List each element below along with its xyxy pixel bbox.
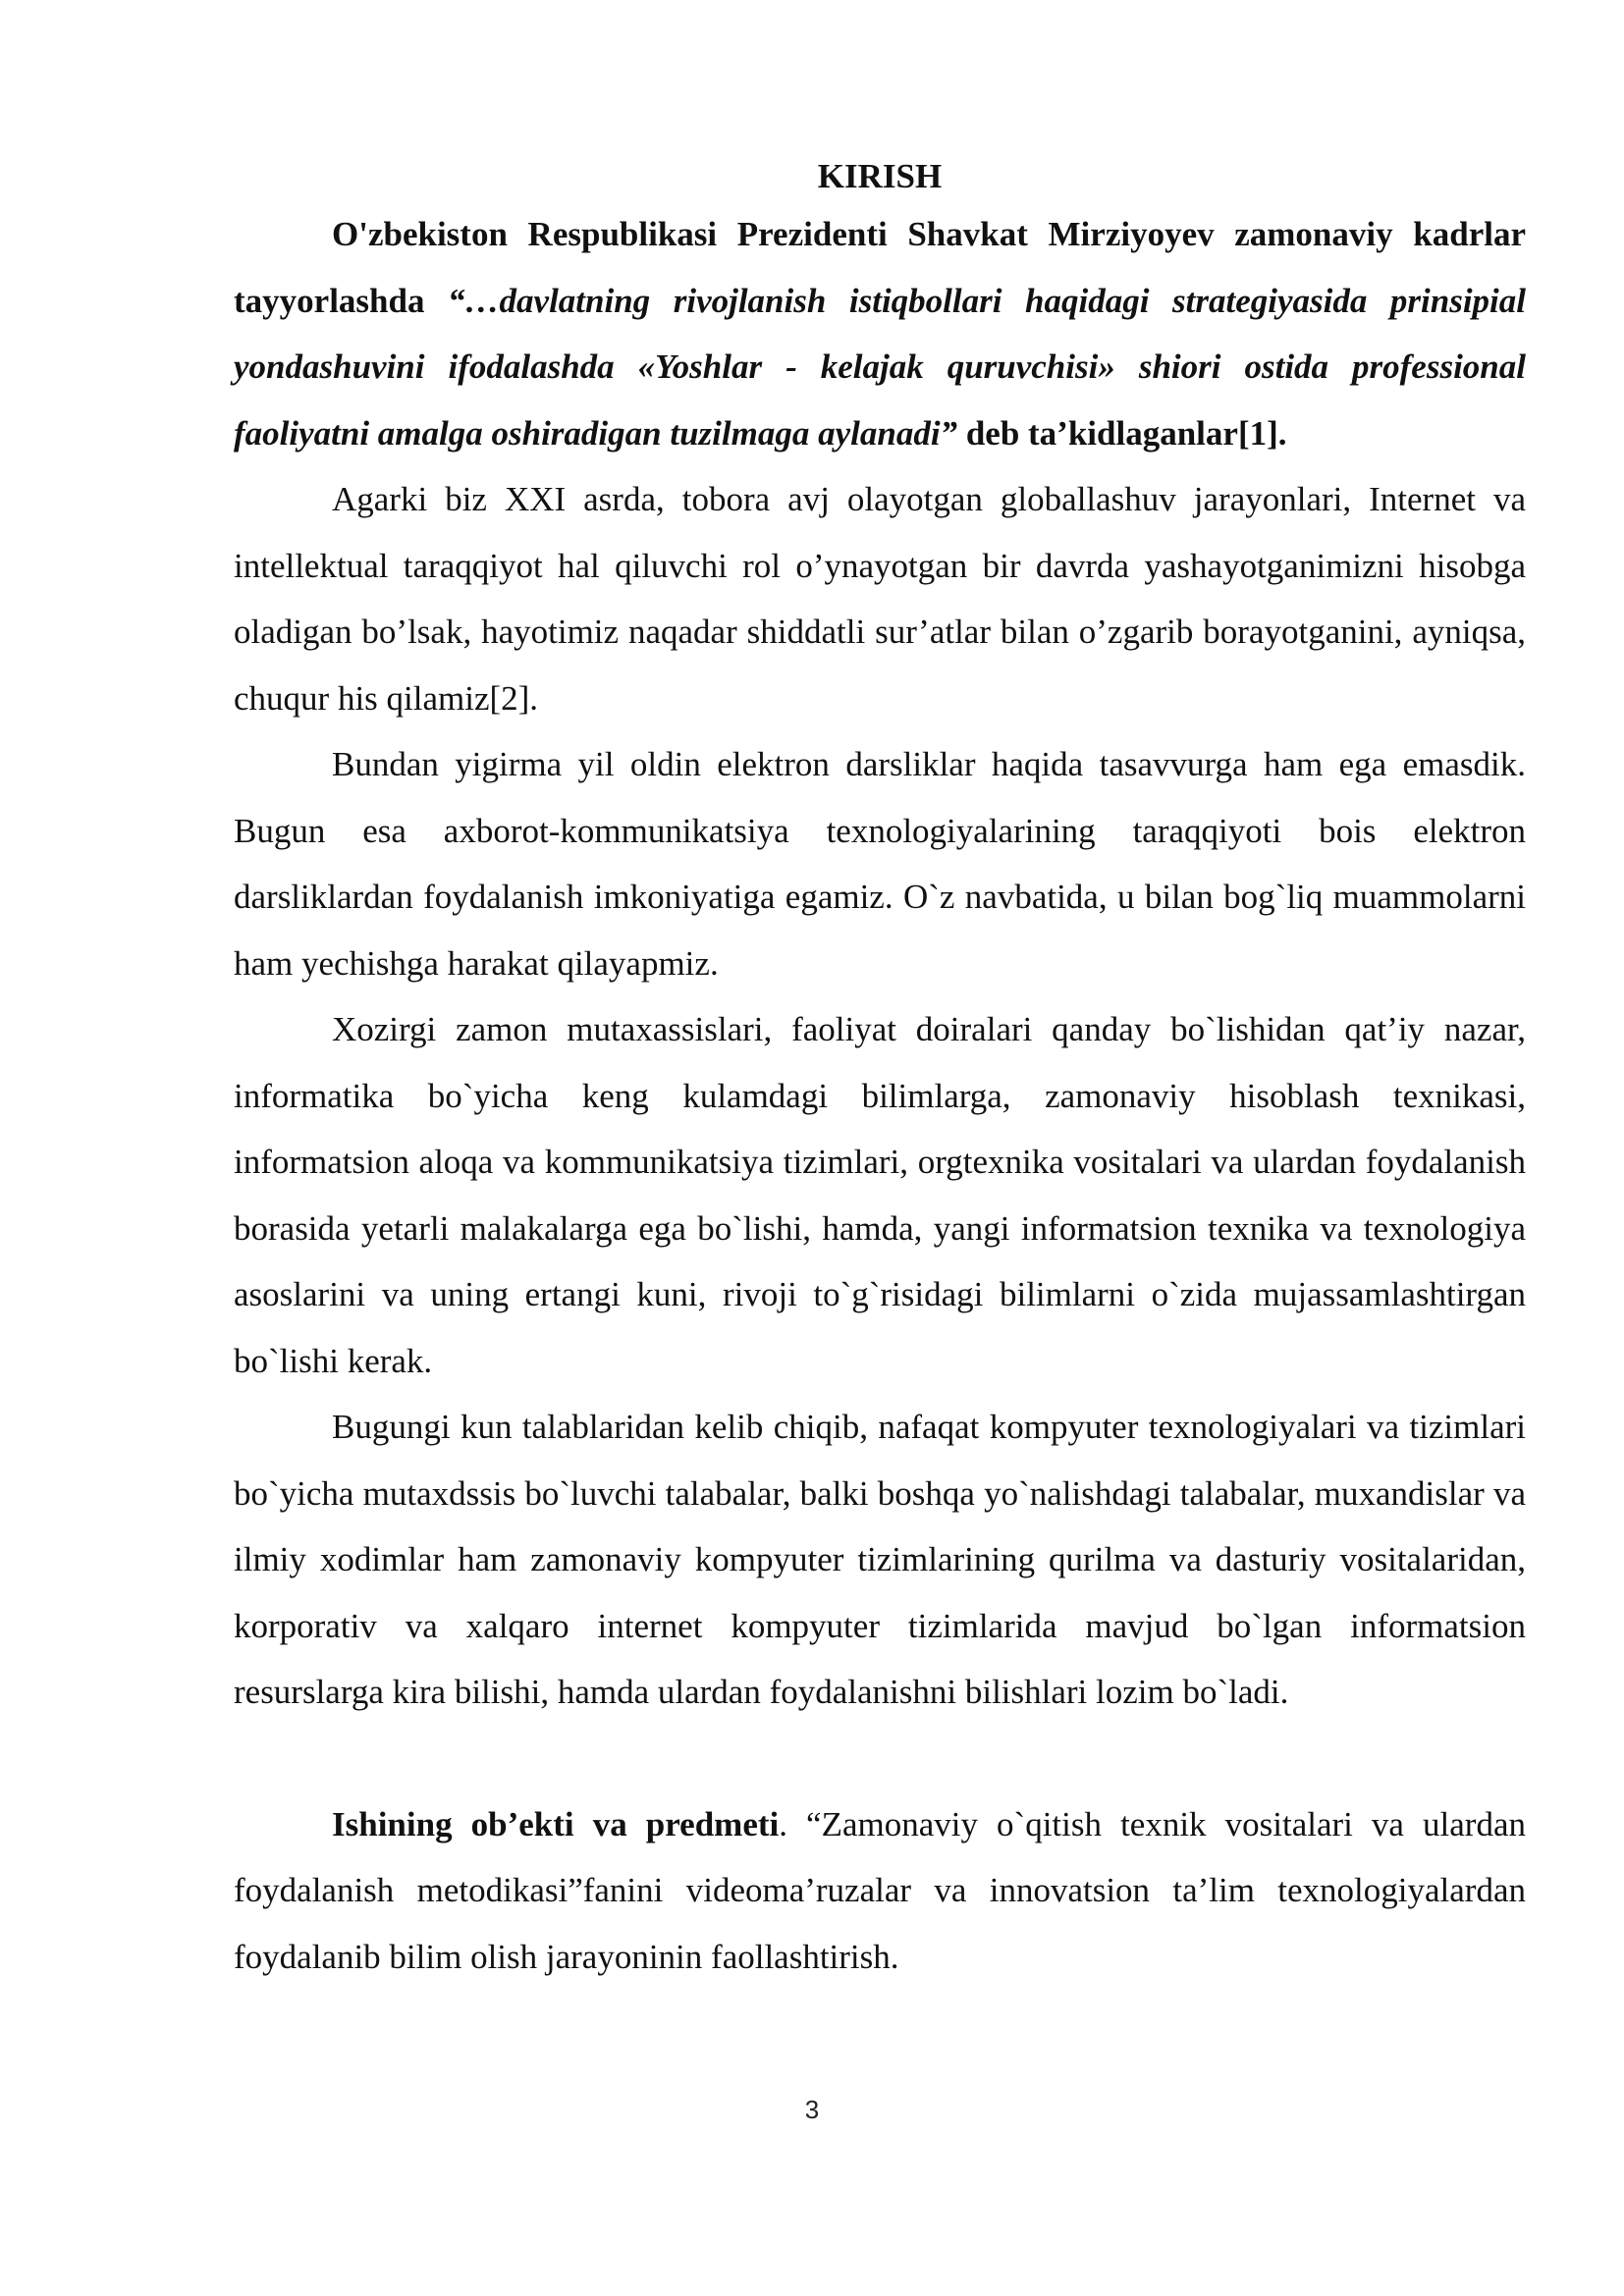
intro-quote: “…davlatning rivojlanish istiqbollari haqidagi strategiyasida prinsipial yondashuvini ifodalashda «Yoshlar - kelajak quruvchisi» shiori ostida professional faoliyatni amalga oshiradigan tuzilmaga aylanadi” xyxy=(234,281,1527,453)
object-section-text: . “Zamonaviy o`qitish texnik vositalari va ulardan foydalanish metodikasi”fanini videoma’ruzalar va innovatsion ta’lim texnologiyalardan foydalanib bilim olish jarayoninin faollashtirish. xyxy=(234,1804,1526,1976)
object-section-paragraph xyxy=(234,1791,1526,1991)
section-gap xyxy=(234,1726,1526,1791)
intro-tail: deb ta’kidlaganlar[1]. xyxy=(957,413,1287,453)
object-section-heading: Ishining ob’ekti va predmeti xyxy=(332,1804,780,1843)
paragraph-electronic-textbooks: Bundan yigirma yil oldin elektron darsliklar haqida tasavvurga ham ega emasdik. Bugun esa axborot-kommunikatsiya texnologiyalarining taraqqiyoti bois elektron darsliklardan foydalanish imkoniyatiga egamiz. O`z navbatida, u bilan bog`liq muammolarni ham yechishga harakat qilayapmiz. xyxy=(234,745,1526,983)
document-page xyxy=(234,152,1526,1990)
intro-paragraph xyxy=(234,201,1526,466)
paragraph-globalization: Agarki biz XXI asrda, tobora avj olayotgan globallashuv jarayonlari, Internet va intellektual taraqqiyot hal qiluvchi rol o’ynayotgan bir davrda yashayotganimizni hisobga oladigan bo’lsak, hayotimiz naqadar shiddatli sur’atlar bilan o’zgarib borayotganini, ayniqsa, chuqur his qilamiz[2]. xyxy=(234,480,1526,718)
page-number: 3 xyxy=(804,2095,820,2124)
paragraph-modern-specialists: Xozirgi zamon mutaxassislari, faoliyat doiralari qanday bo`lishidan qat’iy nazar, informatika bo`yicha keng kulamdagi bilimlarga, zamonaviy hisoblash texnikasi, informatsion aloqa va kommunikatsiya tizimlari, orgtexnika vositalari va ulardan foydalanish borasida yetarli malakalarga ega bo`lishi, hamda, yangi informatsion texnika va texnologiya asoslarini va uning ertangi kuni, rivoji to`g`risidagi bilimlarni o`zida mujassamlashtirgan bo`lishi kerak. xyxy=(234,1010,1526,1380)
document-title: KIRISH xyxy=(817,157,943,195)
intro-lead: O'zbekiston Respublikasi Prezidenti Shavkat Mirziyoyev zamonaviy kadrlar tayyorlashda xyxy=(234,215,1526,320)
paragraph-current-requirements: Bugungi kun talablaridan kelib chiqib, nafaqat kompyuter texnologiyalari va tizimlari bo`yicha mutaxdssis bo`luvchi talabalar, balki boshqa yo`nalishdagi talabalar, muxandislar va ilmiy xodimlar ham zamonaviy kompyuter tizimlarining qurilma va dasturiy vositalaridan, korporativ va xalqaro internet kompyuter tizimlarida mavjud bo`lgan informatsion resurslarga kira bilishi, hamda ulardan foydalanishni bilishlari lozim bo`ladi. xyxy=(234,1408,1526,1711)
